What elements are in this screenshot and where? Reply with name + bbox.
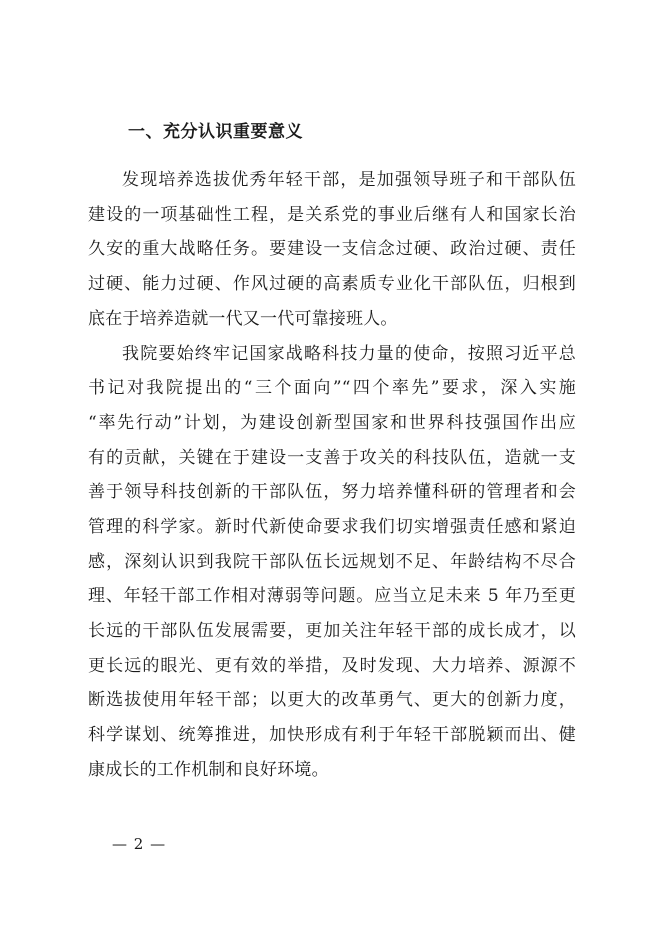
paragraph-1 <box>88 163 576 336</box>
paragraph-line: 我院要始终牢记国家战略科技力量的使命，按照习近平总 <box>122 343 576 364</box>
paragraph-line: 康成长的工作机制和良好环境。 <box>88 759 329 780</box>
paragraph-line: 底在于培养造就一代又一代可靠接班人。 <box>88 308 398 329</box>
paragraph-line: 更长远的眼光、更有效的举措，及时发现、大力培养、源源不 <box>88 655 576 676</box>
paragraph-line: 建设的一项基础性工程，是关系党的事业后继有人和国家长治 <box>88 204 576 225</box>
paragraph-line: 有的贡献，关键在于建设一支善于攻关的科技队伍，造就一支 <box>88 447 576 468</box>
paragraph-line: “率先行动”计划，为建设创新型国家和世界科技强国作出应 <box>88 412 576 433</box>
paragraph-line: 过硬、能力过硬、作风过硬的高素质专业化干部队伍，归根到 <box>88 274 576 295</box>
page-number: — 2 — <box>112 835 167 853</box>
section-heading: 一、充分认识重要意义 <box>128 122 303 142</box>
paragraph-line: 理、年轻干部工作相对薄弱等问题。应当立足未来 5 年乃至更 <box>88 586 576 607</box>
paragraph-line: 科学谋划、统筹推进，加快形成有利于年轻干部脱颖而出、健 <box>88 725 576 746</box>
paragraph-line: 感，深刻认识到我院干部队伍长远规划不足、年龄结构不尽合 <box>88 551 576 572</box>
paragraph-line: 善于领导科技创新的干部队伍，努力培养懂科研的管理者和会 <box>88 482 576 503</box>
paragraph-line: 久安的重大战略任务。要建设一支信念过硬、政治过硬、责任 <box>88 239 576 260</box>
paragraph-line: 断选拔使用年轻干部；以更大的改革勇气、更大的创新力度， <box>88 690 576 711</box>
paragraph-line: 发现培养选拔优秀年轻干部，是加强领导班子和干部队伍 <box>122 170 576 190</box>
paragraph-line: 管理的科学家。新时代新使命要求我们切实增强责任感和紧迫 <box>88 516 576 537</box>
paragraph-2 <box>88 337 576 788</box>
paragraph-line: 书记对我院提出的“三个面向”“四个率先”要求，深入实施 <box>88 378 576 399</box>
paragraph-line: 长远的干部队伍发展需要，更加关注年轻干部的成长成才，以 <box>88 621 576 641</box>
